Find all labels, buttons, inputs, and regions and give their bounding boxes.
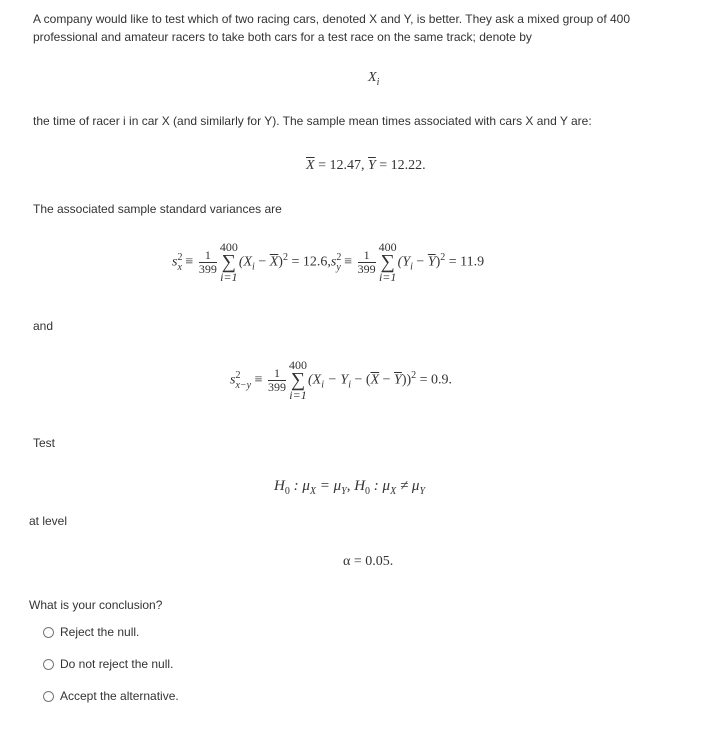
d-term-b-sub: i [348,379,351,391]
d-minus: − [379,372,395,388]
h1-sub: 0 [365,486,371,497]
sum-y [379,242,397,283]
h0-x: X [309,486,316,497]
x-term-rest: − [258,254,270,270]
y-term-bar: $\overline{Y}$ [427,254,436,270]
fraction-x [199,249,217,276]
sd-symbol: s [230,372,236,388]
sd-sub: x−y [235,379,252,391]
option-accept-alternative[interactable] [43,689,179,703]
d-term-a: (X [307,372,322,388]
y-term-sq: 2 [440,252,446,264]
d-close: )) [401,372,412,388]
equiv-symbol: ≡ [185,254,194,270]
sum-d-top: 400 [288,358,307,372]
fraction-x-den: 399 [198,262,217,276]
radio-button[interactable] [43,691,54,702]
h1-not-equal: ≠ μ [396,478,420,494]
sd-sup: 2 [235,370,241,382]
sx-symbol: s [172,254,178,270]
y-term-sub: i [410,261,413,273]
y-term-rest: − [416,254,428,270]
fraction-y [358,249,376,276]
fraction-y-den: 399 [357,262,376,276]
sum-d-bot: i=1 [289,388,307,402]
h0-equals: = μ [315,478,342,494]
sy-sup: 2 [336,252,342,264]
sy-sub: y [336,261,341,273]
d-y-bar: $\overline{Y}$ [394,372,402,388]
xi-var: X [368,70,377,85]
y-term: (Y [397,254,411,270]
xi-sub: i [376,76,380,88]
means-formula [306,158,426,174]
radio-button[interactable] [43,627,54,638]
sx-sub: x [177,261,182,273]
intro-text: A company would like to test which of two racing cars, denoted X and Y, is better. They ask a mixed group of 400 professional and amateur racers to take both cars for a test race on the same track; denote by [33,12,631,44]
sum-y-sigma: ∑ [380,251,395,273]
x-mean-value: = 12.47, [318,158,365,173]
sum-d [289,360,307,401]
d-term-c: − ( [354,372,371,388]
difference-variance-formula [230,360,452,401]
hypothesis-formula [274,478,425,497]
alpha-formula: α = 0.05. [343,554,394,569]
x-term-sub: i [252,261,255,273]
option-label: Accept the alternative. [60,689,179,703]
x-term-bar: $\overline{X}$ [269,254,279,270]
d-term-b: − Y [327,372,349,388]
sum-x-top: 400 [219,240,238,254]
h1-x: X [390,486,397,497]
sy-symbol: s [330,254,337,270]
x-term-sq: 2 [282,252,288,264]
y-term-close: ) [435,254,441,270]
sum-x-bot: i=1 [220,270,238,284]
equiv-symbol-3: ≡ [254,372,263,388]
sx-sup: 2 [177,252,183,264]
x-term: (X [238,254,253,270]
h0-relation: : μ [293,478,310,494]
fraction-d-num: 1 [268,367,286,381]
level-text: at level [29,514,68,528]
option-label: Do not reject the null. [60,657,174,671]
y-bar: $\overline{Y}$ [367,158,376,173]
fraction-y-num: 1 [358,249,376,263]
h1-symbol: H [354,478,366,494]
fraction-d-den: 399 [267,380,286,394]
x-term-close: ) [278,254,283,270]
h1-relation: : μ [373,478,391,494]
d-term-a-sub: i [321,379,324,391]
variance-formula [172,242,484,283]
y-variance-result: = 11.9 [448,254,485,270]
fraction-d [268,367,286,394]
sum-d-sigma: ∑ [290,369,306,391]
radio-button[interactable] [43,659,54,670]
test-text: Test [33,436,56,450]
variances-text: The associated sample standard variances are [33,202,282,216]
option-do-not-reject-null[interactable] [43,657,173,671]
x-bar: $\overline{X}$ [306,158,315,173]
question-text: What is your conclusion? [29,598,163,612]
d-result: = 0.9. [419,372,453,388]
h0-sub: 0 [284,486,290,497]
sum-y-bot: i=1 [378,270,397,284]
h0-y: Y [341,486,347,497]
option-label: Reject the null. [60,625,140,639]
sum-x [220,242,238,283]
equiv-symbol-2: ≡ [344,254,353,270]
and-text: and [33,319,54,333]
time-text: the time of racer i in car X (and similarly for Y). The sample mean times associated with cars X and Y are: [33,114,592,128]
hypothesis-comma: , [346,478,355,494]
h0-symbol: H [274,478,285,494]
d-x-bar: $\overline{X}$ [370,372,380,388]
option-reject-null[interactable] [43,625,139,639]
x-variance-result: = 12.6, [291,254,331,270]
d-sq: 2 [411,370,417,382]
fraction-x-num: 1 [199,249,217,263]
xi-formula [368,70,379,88]
y-mean-value: = 12.22. [379,158,426,173]
h1-y: Y [419,486,426,497]
sum-y-top: 400 [378,240,397,254]
sum-x-sigma: ∑ [221,251,236,273]
